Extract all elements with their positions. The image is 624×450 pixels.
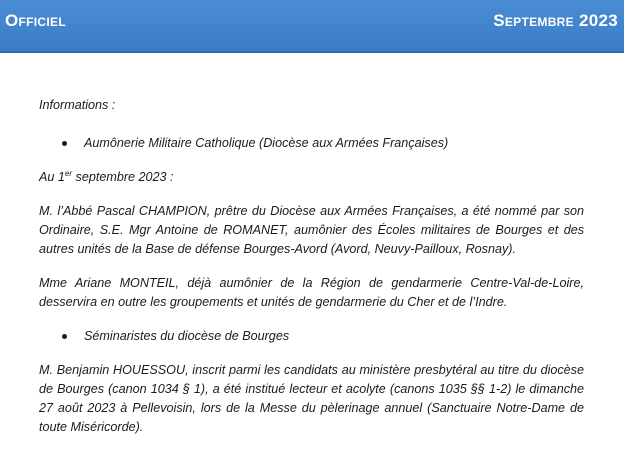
- bullet-item-aumonerie: [39, 134, 584, 153]
- spacer: [39, 187, 584, 202]
- intro-heading: Informations :: [39, 98, 116, 112]
- paragraph-houessou: M. Benjamin HOUESSOU, inscrit parmi les candidats au ministère presbytéral au titre du diocèse de Bourges (canon 1034 § 1), a été institué lecteur et acolyte (canons 1035 §§ 1-2) le dimanche 27 août 2023 à Pellevoisin, lors de la Messe du pèlerinage annuel (Sanctuaire Notre-Dame de toute Miséricorde).: [39, 363, 584, 434]
- spacer: [39, 312, 584, 327]
- date-line: [39, 168, 584, 187]
- bullet-text: Aumônerie Militaire Catholique (Diocèse aux Armées Françaises): [84, 136, 449, 150]
- spacer: [39, 259, 584, 274]
- date-superscript: er: [64, 169, 73, 178]
- bullet-text: Séminaristes du diocèse de Bourges: [84, 329, 290, 343]
- paragraph-monteil: Mme Ariane MONTEIL, déjà aumônier de la Région de gendarmerie Centre-Val-de-Loire, desservira en outre les groupements et unités de gendarmerie du Cher et de l’Indre.: [39, 276, 584, 309]
- header-section-label: Officiel: [5, 11, 66, 30]
- spacer: [39, 115, 584, 134]
- bullet-item-seminaristes: [39, 327, 584, 346]
- bullet-icon: [62, 334, 67, 339]
- header-date-label: Septembre 2023: [493, 11, 618, 30]
- spacer: [39, 153, 584, 168]
- date-prefix: Au 1: [39, 170, 65, 184]
- date-suffix: septembre 2023 :: [72, 170, 174, 184]
- paragraph-champion: M. l’Abbé Pascal CHAMPION, prêtre du Diocèse aux Armées Françaises, a été nommé par son Ordinaire, S.E. Mgr Antoine de ROMANET, aumônier des Écoles militaires de Bourges et des autres unités de la Base de défense Bourges-Avord (Avord, Neuvy-Pailloux, Rosnay).: [39, 204, 584, 256]
- bullet-icon: [62, 141, 67, 146]
- header-bar: [0, 0, 624, 53]
- spacer: [39, 346, 584, 361]
- document-body: [39, 96, 584, 437]
